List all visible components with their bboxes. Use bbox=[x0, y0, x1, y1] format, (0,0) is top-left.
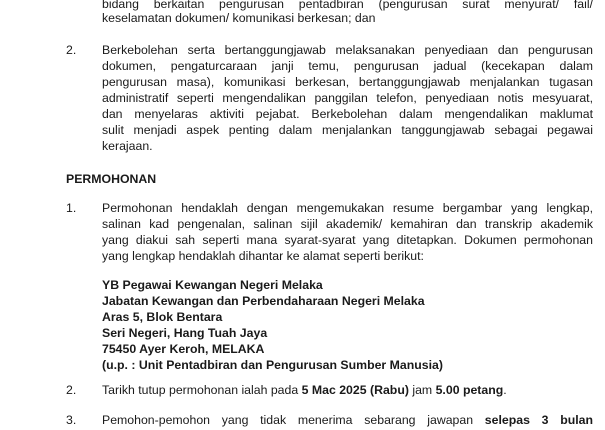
address-line-3: Aras 5, Blok Bentara bbox=[102, 310, 223, 324]
closing-time: 5.00 petang bbox=[435, 383, 504, 397]
item-2-number: 2. bbox=[66, 43, 77, 57]
app-2-text bbox=[102, 383, 507, 398]
address-line-2: Jabatan Kewangan dan Perbendaharaan Negeri Melaka bbox=[102, 294, 425, 308]
app-3-prefix: Pemohon-pemohon yang tidak menerima sebarang jawapan bbox=[102, 413, 485, 427]
item-2-line-6: sulit menjadi aspek penting dalam menjalankan tanggungjawab sebagai pegawai bbox=[102, 123, 593, 137]
item-2-line-1: Berkebolehan serta bertanggungjawab melaksanakan penyediaan dan pengurusan bbox=[102, 43, 593, 57]
app-2-prefix: Tarikh tutup permohonan ialah pada bbox=[102, 383, 302, 397]
top-item-line-1: bidang berkaitan pengurusan pentadbiran (pengurusan surat menyurat/ fail/ bbox=[102, 0, 593, 11]
app-1-line-2: salinan kad pengenalan, salinan sijil akademik/ kemahiran dan transkrip akademik bbox=[102, 217, 593, 231]
item-2-line-7: kerajaan. bbox=[102, 139, 153, 153]
closing-day: (Rabu) bbox=[366, 383, 409, 397]
closing-date: 5 Mac 2025 bbox=[301, 383, 367, 397]
app-3-number: 3. bbox=[66, 413, 77, 427]
app-1-line-1: Permohonan hendaklah dengan mengemukakan resume bergambar yang lengkap, bbox=[102, 201, 593, 215]
top-item-line-2: keselamatan dokumen/ komunikasi berkesan; dan bbox=[102, 11, 376, 25]
item-2-line-2: dokumen, pengaturcaraan janji temu, pengurusan jadual (kecekapan dalam bbox=[102, 59, 593, 73]
app-2-suffix: . bbox=[503, 383, 507, 397]
app-3-line-1 bbox=[102, 413, 593, 428]
address-line-1: YB Pegawai Kewangan Negeri Melaka bbox=[102, 278, 323, 292]
app-3-bold-tail: selepas 3 bulan bbox=[484, 413, 593, 427]
app-2-number: 2. bbox=[66, 383, 77, 397]
section-heading: PERMOHONAN bbox=[66, 172, 157, 186]
item-2-line-5: dan menyelaras aktiviti pejabat. Berkebolehan dalam mengendalikan maklumat bbox=[102, 107, 593, 121]
address-line-4: Seri Negeri, Hang Tuah Jaya bbox=[102, 326, 268, 340]
app-2-mid: jam bbox=[408, 383, 436, 397]
item-2-line-3: pengurusan masa), komunikasi berkesan, bertanggungjawab menjalankan tugasan bbox=[102, 75, 593, 89]
address-line-5: 75450 Ayer Keroh, MELAKA bbox=[102, 342, 265, 356]
app-1-line-3: yang diakui sah seperti mana syarat-syarat yang ditetapkan. Dokumen permohonan bbox=[102, 233, 593, 247]
item-2-line-4: administratif seperti mengendalikan panggilan telefon, penyediaan notis mesyuarat, bbox=[102, 91, 593, 105]
address-line-6: (u.p. : Unit Pentadbiran dan Pengurusan Sumber Manusia) bbox=[102, 358, 443, 372]
app-1-number: 1. bbox=[66, 201, 77, 215]
app-1-line-4: yang lengkap hendaklah dihantar ke alamat seperti berikut: bbox=[102, 249, 424, 263]
